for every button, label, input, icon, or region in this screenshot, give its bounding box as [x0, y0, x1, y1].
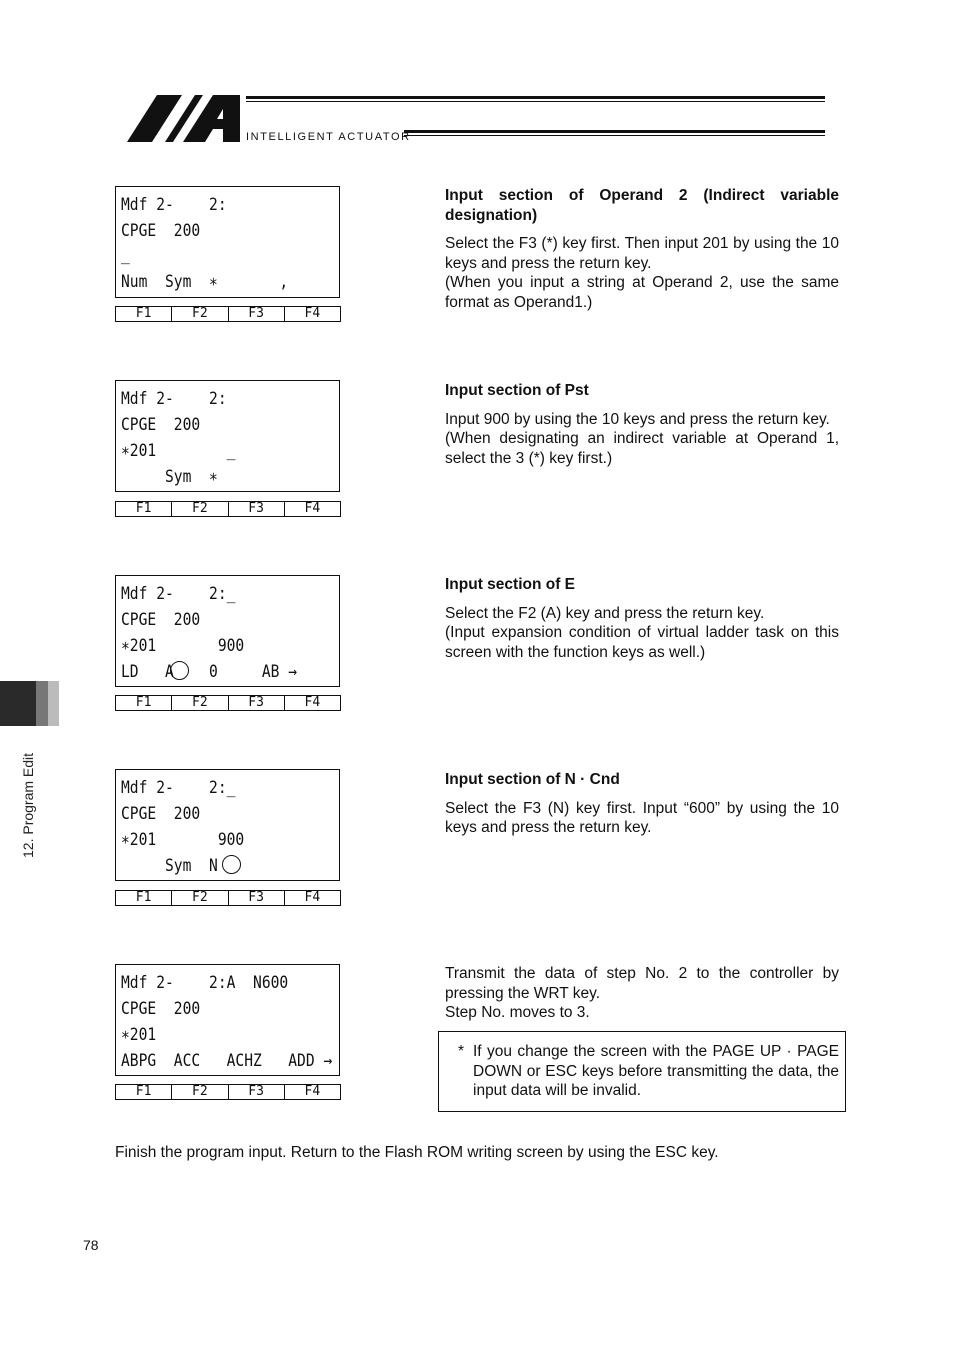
body-line: (When you input a string at Operand 2, use the same format as Operand1.) — [445, 274, 839, 311]
lcd-screen-3 — [115, 575, 340, 687]
lcd-line: Mdf 2- 2: — [121, 195, 227, 215]
function-keys-3 — [115, 695, 341, 711]
section-1 — [445, 186, 839, 312]
section-body — [445, 964, 839, 1023]
body-line: Transmit the data of step No. 2 to the controller by pressing the WRT key. — [445, 965, 839, 1002]
side-tab-marker — [0, 681, 36, 726]
lcd-line: Mdf 2- 2:A N600 — [121, 973, 289, 993]
finish-instruction: Finish the program input. Return to the Flash ROM writing screen by using the ESC key. — [115, 1144, 719, 1161]
f4-key[interactable]: F4 — [304, 695, 321, 710]
section-body — [445, 410, 839, 469]
lcd-line: CPGE 200 — [121, 999, 201, 1019]
note-marker: * — [458, 1043, 465, 1060]
header-rule-top — [246, 96, 825, 99]
section-2 — [445, 381, 839, 468]
lcd-line: Num Sym ∗ , — [121, 272, 289, 292]
section-3 — [445, 575, 839, 662]
f2-key[interactable]: F2 — [172, 696, 228, 710]
f1-key[interactable]: F1 — [116, 1085, 172, 1099]
f1-key[interactable]: F1 — [116, 696, 172, 710]
lcd-screen-5 — [115, 964, 340, 1076]
lcd-line: _ — [121, 245, 130, 265]
logo-subtitle: INTELLIGENT ACTUATOR — [246, 131, 411, 143]
lcd-line: LD A 0 AB → — [121, 662, 298, 682]
f2-key[interactable]: F2 — [172, 502, 228, 516]
side-tab-marker-light — [48, 681, 59, 726]
lcd-line: ∗201 — [121, 1025, 157, 1045]
body-line: Select the F3 (*) key first. Then input 201 by using the 10 keys and press the return key. — [445, 235, 839, 272]
header-rule-bottom-thin — [404, 135, 825, 136]
lcd-line: ∗201 900 — [121, 636, 245, 656]
body-line: Step No. moves to 3. — [445, 1004, 590, 1021]
lcd-line: ∗201 _ — [121, 441, 236, 461]
lcd-line: Mdf 2- 2:_ — [121, 584, 236, 604]
section-heading: Input section of N · Cnd — [445, 771, 620, 788]
f3-key[interactable]: F3 — [229, 502, 285, 516]
lcd-line: CPGE 200 — [121, 221, 201, 241]
lcd-line: ABPG ACC ACHZ ADD → — [121, 1051, 333, 1071]
section-body — [445, 234, 839, 312]
side-tab-marker-mid — [36, 681, 48, 726]
body-line: Input 900 by using the 10 keys and press the return key. — [445, 410, 830, 428]
lcd-line: Mdf 2- 2: — [121, 389, 227, 409]
body-line: Select the F3 (N) key first. Input “600” by using the 10 keys and press the return key. — [445, 799, 839, 836]
warning-note — [438, 1031, 846, 1112]
section-heading: Input section of Pst — [445, 382, 589, 399]
section-body — [445, 799, 839, 838]
iai-logo-icon — [127, 93, 247, 145]
selected-n-circle-icon — [222, 855, 241, 874]
lcd-line: ∗201 900 — [121, 830, 245, 850]
lcd-line: Mdf 2- 2:_ — [121, 778, 236, 798]
lcd-screen-2 — [115, 380, 340, 492]
f4-key[interactable]: F4 — [304, 890, 321, 905]
f1-key[interactable]: F1 — [116, 891, 172, 905]
header-rule-top-thin — [246, 101, 825, 102]
f4-key[interactable]: F4 — [304, 501, 321, 516]
function-keys-5 — [115, 1084, 341, 1100]
f1-key[interactable]: F1 — [116, 502, 172, 516]
lcd-line: Sym ∗ — [121, 467, 218, 487]
f2-key[interactable]: F2 — [172, 307, 228, 321]
lcd-line: Sym N — [121, 856, 218, 876]
function-keys-2 — [115, 501, 341, 517]
body-line: Select the F2 (A) key and press the return key. — [445, 604, 765, 622]
f3-key[interactable]: F3 — [229, 891, 285, 905]
lcd-screen-1 — [115, 186, 340, 298]
function-keys-1 — [115, 306, 341, 322]
f3-key[interactable]: F3 — [229, 696, 285, 710]
selected-a-circle-icon — [170, 661, 189, 680]
section-4 — [445, 770, 839, 838]
section-heading: Input section of Operand 2 (Indirect variable designation) — [445, 187, 839, 224]
lcd-line: CPGE 200 — [121, 804, 201, 824]
f3-key[interactable]: F3 — [229, 1085, 285, 1099]
section-heading: Input section of E — [445, 576, 576, 593]
section-body — [445, 604, 839, 663]
section-5 — [445, 964, 839, 1023]
lcd-line: CPGE 200 — [121, 415, 201, 435]
lcd-line: CPGE 200 — [121, 610, 201, 630]
f4-key[interactable]: F4 — [304, 306, 321, 321]
header-rule-bottom — [404, 130, 825, 133]
f2-key[interactable]: F2 — [172, 1085, 228, 1099]
f1-key[interactable]: F1 — [116, 307, 172, 321]
f3-key[interactable]: F3 — [229, 307, 285, 321]
page-number: 78 — [83, 1237, 99, 1253]
note-text: If you change the screen with the PAGE UP · PAGE DOWN or ESC keys before transmitting the data, the input data will be invalid. — [473, 1043, 839, 1099]
body-line: (When designating an indirect variable at Operand 1, select the 3 (*) key first.) — [445, 430, 839, 467]
f4-key[interactable]: F4 — [304, 1084, 321, 1099]
function-keys-4 — [115, 890, 341, 906]
chapter-label: 12. Program Edit — [20, 752, 36, 858]
f2-key[interactable]: F2 — [172, 891, 228, 905]
body-line: (Input expansion condition of virtual ladder task on this screen with the function keys as well.) — [445, 624, 839, 661]
